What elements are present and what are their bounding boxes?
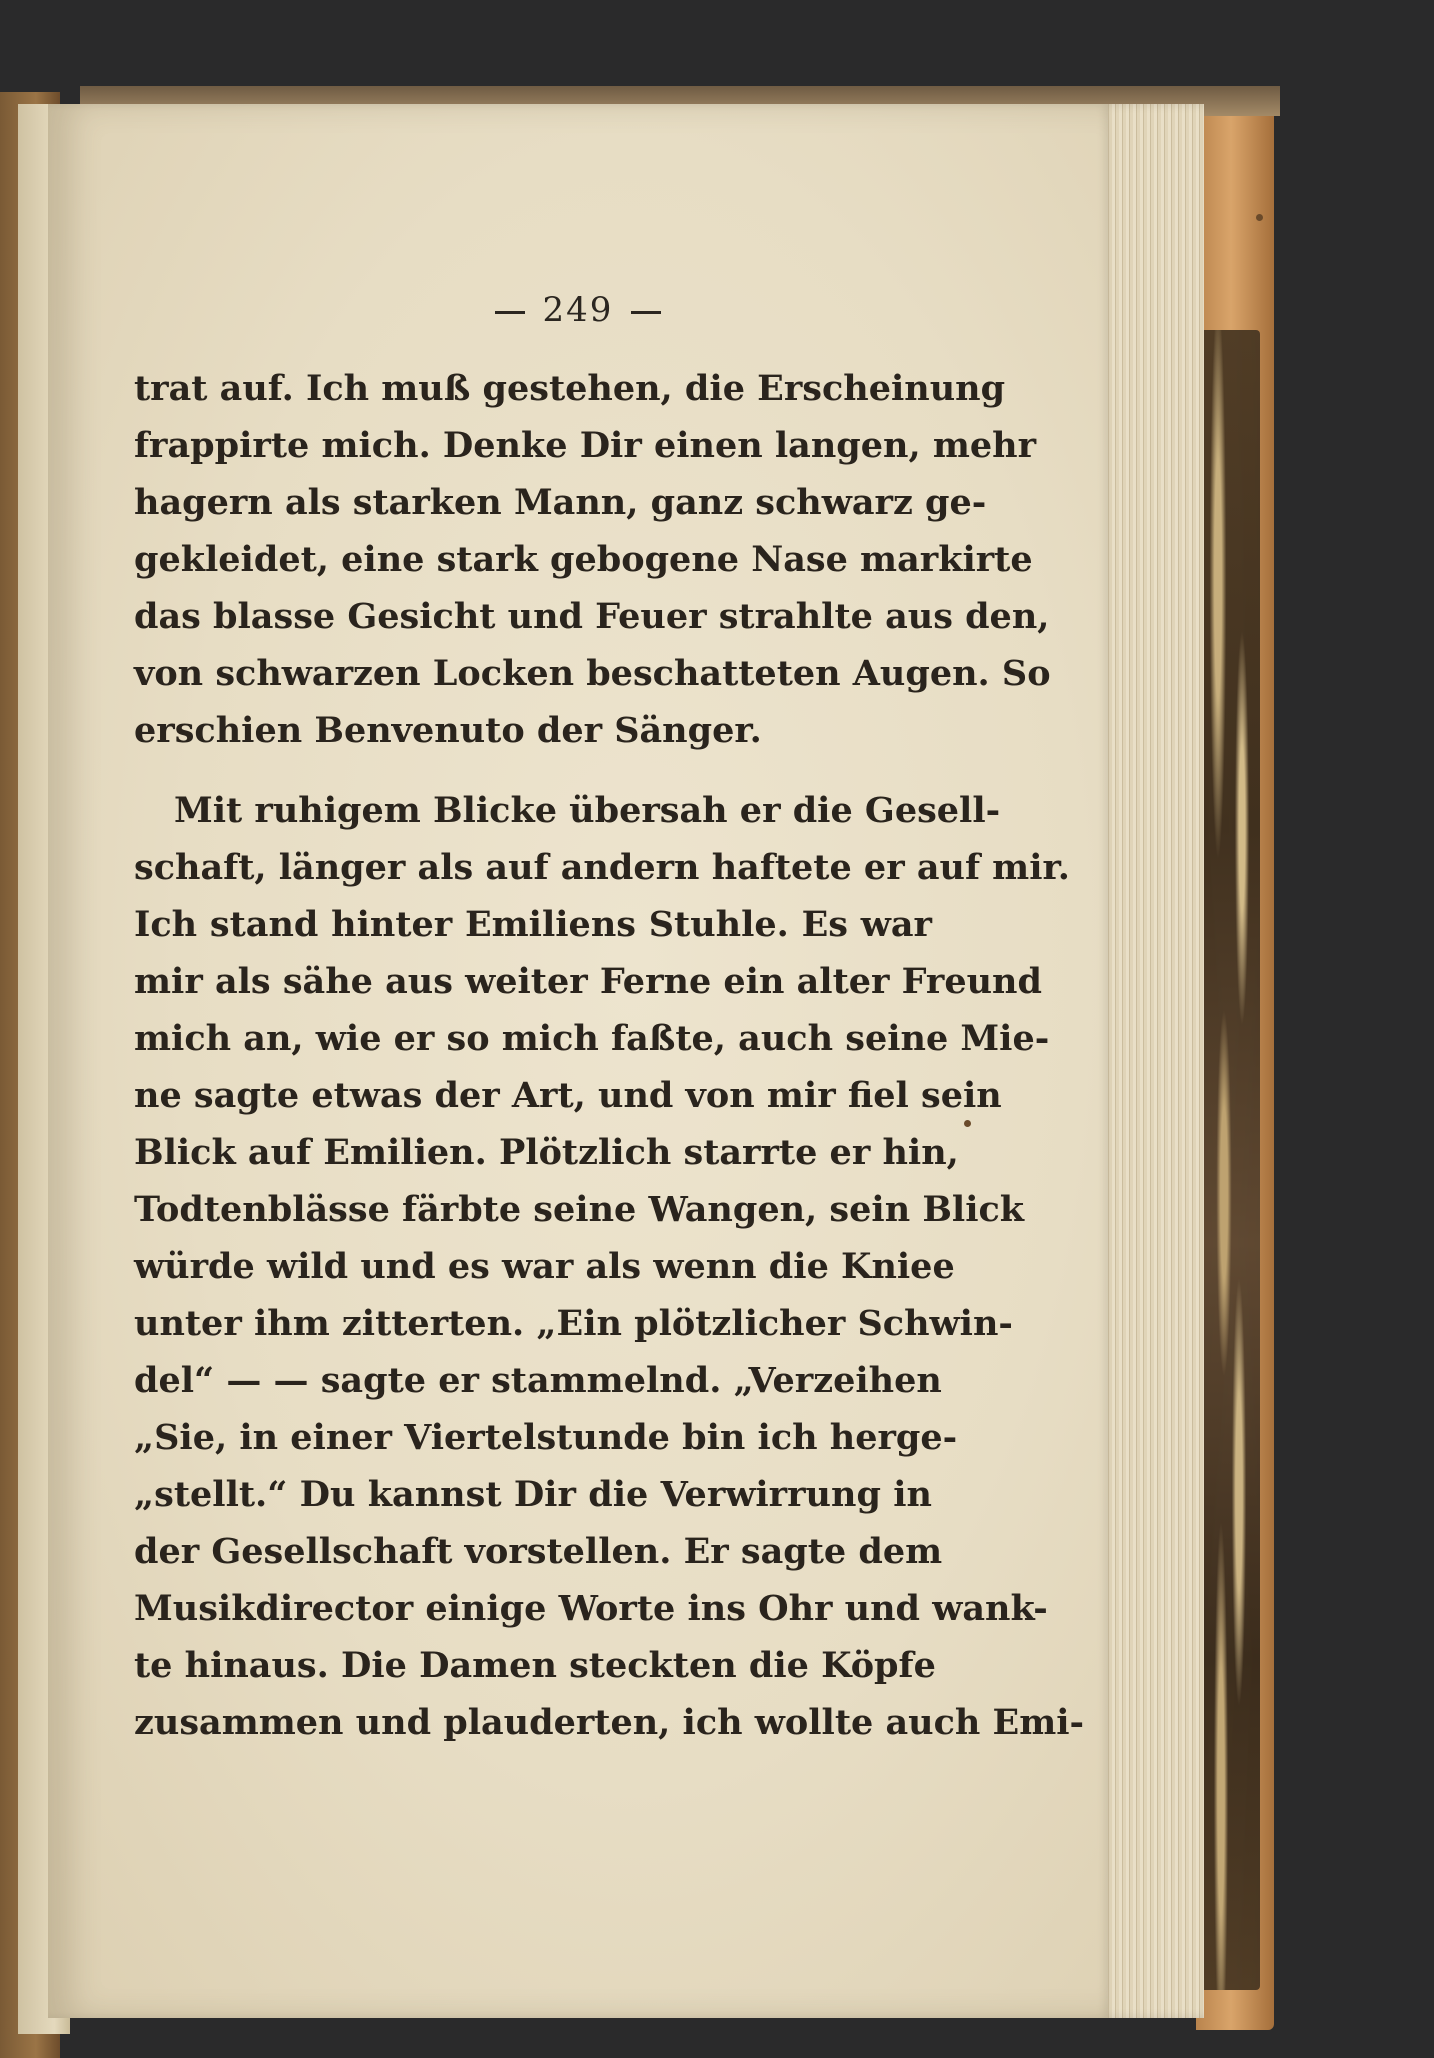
text-line: zusammen und plauderten, ich wollte auch Emi- [134,1702,1085,1743]
text-line: „Sie, in einer Viertelstunde bin ich herge- [134,1417,958,1458]
header-dash-left [495,311,525,314]
text-line: unter ihm zitterten. „Ein plötzlicher Schwin- [134,1303,1013,1344]
book-page [48,104,1108,2018]
ink-speck [1256,214,1263,221]
text-line: Musikdirector einige Worte ins Ohr und wank- [134,1588,1048,1629]
text-line: „stellt.“ Du kannst Dir die Verwirrung in [134,1474,932,1515]
text-line: schaft, länger als auf andern haftete er auf mir. [134,847,1070,888]
text-line: gekleidet, eine stark gebogene Nase markirte [134,539,1033,580]
ink-speck [964,1120,971,1127]
text-line: trat auf. Ich muß gestehen, die Erscheinung [134,368,1006,409]
header-dash-right [631,311,661,314]
paragraph-gap [134,759,932,782]
paragraph-2 [134,782,1085,1751]
text-line: frappirte mich. Denke Dir einen langen, mehr [134,425,1037,466]
text-line: Mit ruhigem Blicke übersah er die Gesell- [174,790,1001,831]
text-line: hagern als starken Mann, ganz schwarz ge- [134,482,987,523]
page-header [48,290,1108,330]
page-stack-edge [1098,104,1204,2018]
text-line: würde wild und es war als wenn die Kniee [134,1246,955,1287]
body-text [134,360,1085,1751]
page-number: 249 [542,290,614,330]
text-line: ne sagte etwas der Art, und von mir fiel sein [134,1075,1002,1116]
text-line: Ich stand hinter Emiliens Stuhle. Es war [134,904,932,945]
text-line: mich an, wie er so mich faßte, auch seine Mie- [134,1018,1050,1059]
text-line: Todtenblässe färbte seine Wangen, sein Blick [134,1189,1025,1230]
marbled-edge [1200,330,1260,1990]
text-line: te hinaus. Die Damen steckten die Köpfe [134,1645,936,1686]
text-line: del“ — — sagte er stammelnd. „Verzeihen [134,1360,942,1401]
paragraph-1 [134,360,1051,759]
text-line: mir als sähe aus weiter Ferne ein alter Freund [134,961,1042,1002]
text-line: von schwarzen Locken beschatteten Augen. So [134,653,1051,694]
text-line: erschien Benvenuto der Sänger. [134,710,762,751]
text-line: Blick auf Emilien. Plötzlich starrte er hin, [134,1132,959,1173]
text-line: das blasse Gesicht und Feuer strahlte aus den, [134,596,1050,637]
text-line: der Gesellschaft vorstellen. Er sagte dem [134,1531,943,1572]
